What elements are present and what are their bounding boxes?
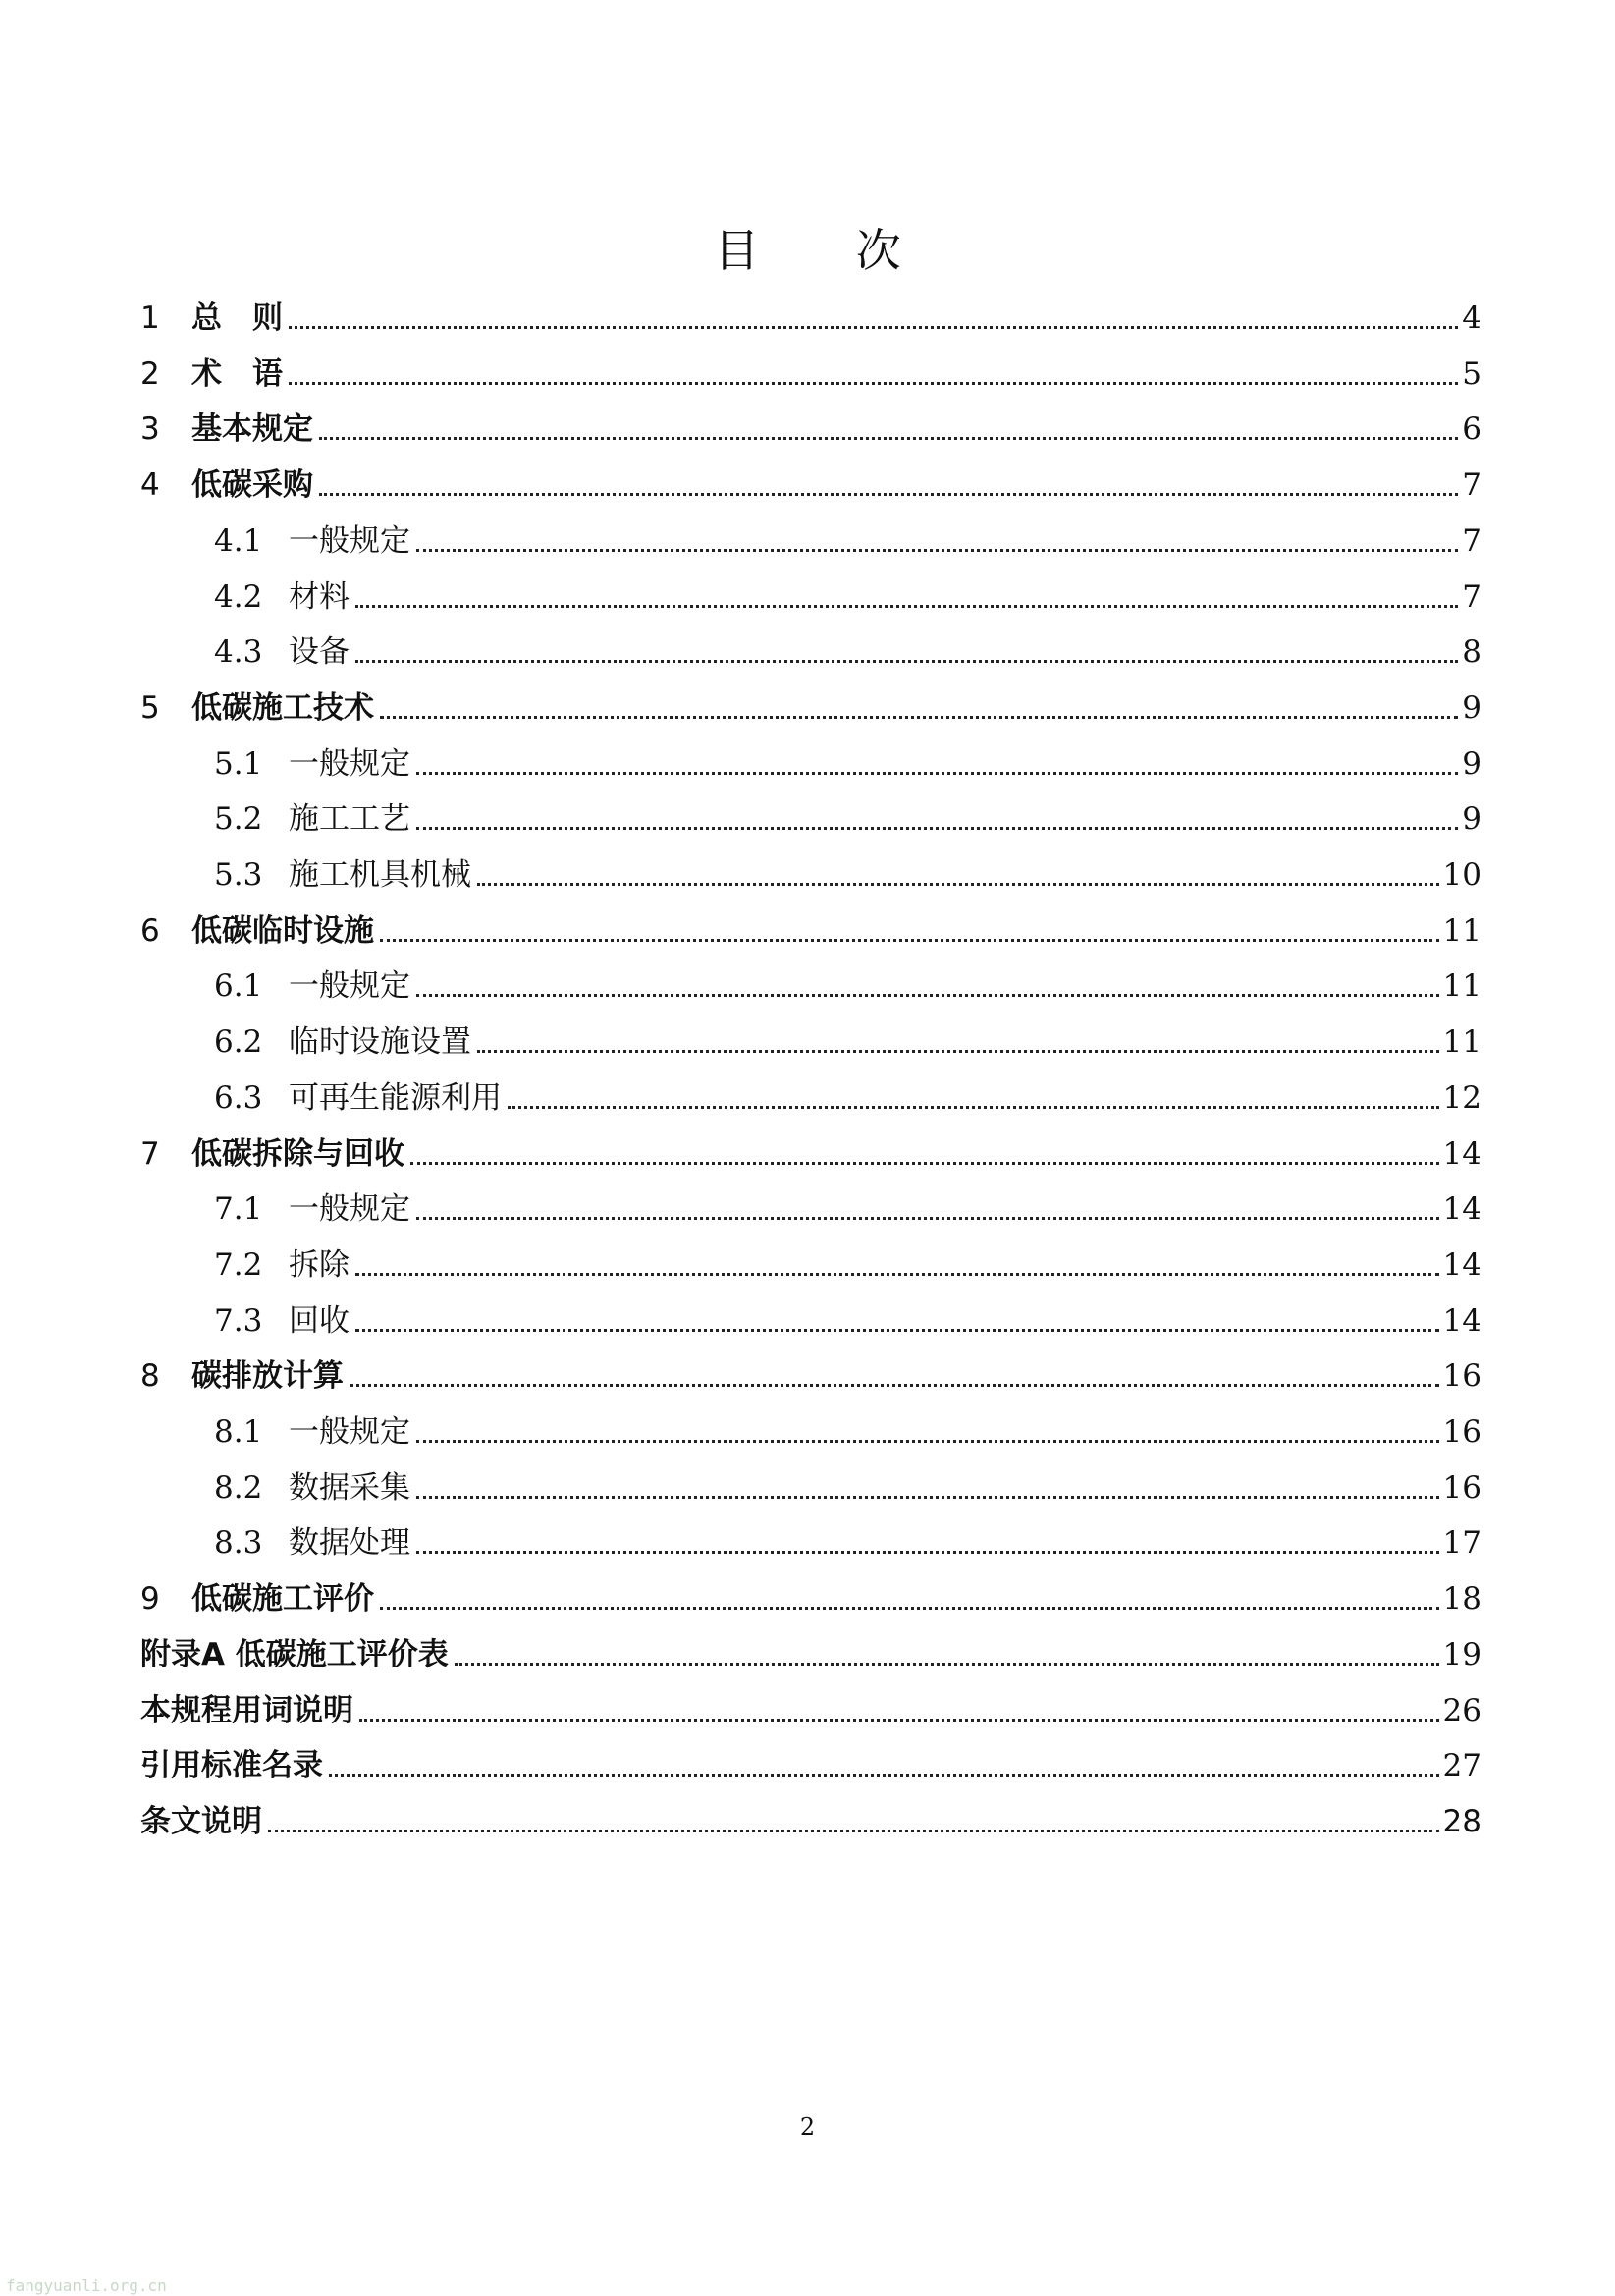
toc-entry-label: 数据处理: [289, 1525, 410, 1561]
toc-entry-page: 4: [1462, 301, 1481, 336]
dot-leader: [289, 325, 1458, 329]
toc-entry[interactable]: [140, 1675, 1481, 1730]
dot-leader: [329, 1773, 1439, 1777]
toc-entry-number: 4.3: [214, 634, 263, 671]
dot-leader: [416, 771, 1458, 775]
toc-entry-page: 28: [1442, 1803, 1481, 1839]
toc-entry-label: 低碳临时设施: [191, 912, 374, 949]
toc-entry-page: 14: [1442, 1135, 1481, 1172]
toc-entry-label: 引用标准名录: [140, 1748, 323, 1784]
toc-entry[interactable]: [140, 1786, 1481, 1841]
toc-entry-label: 低碳施工评价: [191, 1581, 374, 1617]
toc-entry-label: 术 语: [191, 355, 283, 392]
toc-entry-number: 8.2: [214, 1469, 263, 1505]
toc-entry[interactable]: [214, 1063, 1481, 1118]
toc-entry-label: 一般规定: [289, 1414, 410, 1449]
toc-entry-page: 10: [1442, 857, 1481, 893]
toc-entry[interactable]: [214, 840, 1481, 895]
toc-entry-label: 低碳采购: [191, 467, 313, 504]
toc-entry-page: 17: [1442, 1525, 1481, 1561]
toc-entry-number: 7.1: [214, 1191, 263, 1228]
toc-entry-label: 基本规定: [191, 411, 313, 448]
toc-entry-number: 5.2: [214, 801, 263, 838]
toc-entry-title: [214, 1022, 471, 1062]
toc-entry-label: 低碳拆除与回收: [191, 1135, 404, 1172]
toc-entry-number: 5.3: [214, 857, 263, 893]
toc-entry[interactable]: [214, 1452, 1481, 1507]
toc-entry-number: 4: [140, 467, 160, 504]
page-title: 目 次: [714, 223, 942, 277]
toc-entry-title: [140, 355, 283, 394]
toc-entry-label: 临时设施设置: [289, 1024, 471, 1061]
toc-entry-title: [214, 744, 410, 784]
dot-leader: [508, 1105, 1439, 1109]
toc-entry[interactable]: [214, 729, 1481, 784]
toc-entry-number: 6.1: [214, 968, 263, 1005]
toc-entry-label: 施工机具机械: [289, 857, 471, 893]
toc-entry-page: 8: [1462, 634, 1481, 671]
dot-leader: [319, 436, 1458, 440]
toc-entry-number: 8.3: [214, 1525, 263, 1561]
toc-entry-title: [214, 966, 410, 1006]
toc-entry-title: [140, 410, 313, 449]
toc-entry-label: 低碳施工技术: [191, 689, 374, 726]
toc-entry-title: [140, 688, 374, 728]
dot-leader: [416, 1439, 1439, 1443]
toc-entry-page: 11: [1442, 1024, 1481, 1061]
dot-leader: [380, 1606, 1439, 1610]
toc-entry-page: 9: [1462, 801, 1481, 838]
toc-entry-number: 8.1: [214, 1414, 263, 1449]
toc-entry-page: 14: [1442, 1302, 1481, 1339]
dot-leader: [455, 1662, 1439, 1666]
toc-entry-title: [140, 1691, 353, 1730]
toc-entry-page: 9: [1462, 745, 1481, 782]
toc-entry-label: 碳排放计算: [191, 1358, 344, 1394]
toc-entry-title: [214, 1468, 410, 1507]
dot-leader: [355, 1272, 1439, 1276]
toc-entry-title: [214, 1078, 502, 1118]
toc-entry-page: 7: [1462, 522, 1481, 559]
dot-leader: [416, 1216, 1439, 1220]
toc-entry-page: 12: [1442, 1079, 1481, 1116]
toc-entry-page: 16: [1442, 1414, 1481, 1449]
dot-leader: [289, 381, 1458, 385]
toc-entry[interactable]: [140, 1340, 1481, 1395]
dot-leader: [416, 548, 1458, 552]
toc-entry-number: 3: [140, 411, 160, 448]
toc-entry-label: 施工工艺: [289, 801, 410, 838]
dot-leader: [410, 1161, 1439, 1165]
toc-entry[interactable]: [140, 450, 1481, 505]
toc-entry[interactable]: [214, 784, 1481, 839]
toc-entry-title: [140, 1746, 323, 1785]
dot-leader: [359, 1718, 1439, 1722]
toc-entry[interactable]: [214, 562, 1481, 617]
toc-entry[interactable]: [214, 506, 1481, 561]
toc-entry-page: 7: [1462, 467, 1481, 504]
toc-entry-title: [214, 855, 471, 895]
toc-entry-number: 2: [140, 355, 160, 392]
toc-entry-title: [214, 1523, 410, 1562]
toc-entry-title: [140, 299, 283, 338]
toc-entry-label: 附录A 低碳施工评价表: [140, 1636, 449, 1672]
toc-entry[interactable]: [214, 1396, 1481, 1451]
toc-entry-page: 18: [1442, 1581, 1481, 1617]
toc-entry-page: 14: [1442, 1246, 1481, 1283]
toc-entry-label: 一般规定: [289, 522, 410, 559]
toc-entry-number: 6: [140, 912, 160, 949]
toc-entry-label: 回收: [289, 1302, 350, 1339]
page-number: 2: [799, 2113, 816, 2141]
toc-entry-label: 拆除: [289, 1246, 350, 1283]
toc-entry-number: 4.2: [214, 578, 263, 615]
toc-entry-number: 7.3: [214, 1302, 263, 1339]
toc-entry-label: 一般规定: [289, 968, 410, 1005]
toc-entry-title: [214, 1245, 350, 1285]
toc-entry[interactable]: [214, 1007, 1481, 1062]
toc-entry[interactable]: [140, 394, 1481, 449]
toc-entry-label: 总 则: [191, 301, 283, 336]
toc-entry[interactable]: [214, 1230, 1481, 1285]
toc-entry-page: 27: [1442, 1748, 1481, 1784]
toc-entry-title: [214, 521, 410, 561]
dot-leader: [355, 1328, 1439, 1332]
dot-leader: [416, 826, 1458, 830]
toc-entry-page: 11: [1442, 912, 1481, 949]
toc-entry-number: 8: [140, 1358, 160, 1394]
toc-entry[interactable]: [214, 1285, 1481, 1340]
toc-entry-label: 数据采集: [289, 1469, 410, 1505]
dot-leader: [355, 659, 1458, 663]
toc-entry-page: 19: [1442, 1636, 1481, 1672]
dot-leader: [319, 492, 1458, 496]
toc-entry[interactable]: [140, 673, 1481, 728]
watermark: fangyuanli.org.cn: [6, 2276, 167, 2295]
toc-entry-page: 11: [1442, 968, 1481, 1005]
toc-entry[interactable]: [140, 339, 1481, 394]
toc-entry-title: [214, 577, 350, 617]
toc-entry-label: 一般规定: [289, 745, 410, 782]
toc-entry-page: 16: [1442, 1358, 1481, 1394]
toc-entry-title: [140, 1802, 262, 1841]
dot-leader: [380, 938, 1439, 942]
toc-entry-number: 7.2: [214, 1246, 263, 1283]
toc-entry-number: 4.1: [214, 522, 263, 559]
toc-entry-page: 9: [1462, 689, 1481, 726]
toc-entry-title: [140, 1579, 374, 1618]
dot-leader: [477, 882, 1439, 886]
toc-entry-page: 16: [1442, 1469, 1481, 1505]
toc-entry-number: 7: [140, 1135, 160, 1172]
toc-entry-title: [140, 911, 374, 951]
toc-entry-label: 可再生能源利用: [289, 1079, 502, 1116]
toc-entry-title: [140, 1134, 404, 1174]
toc-entry[interactable]: [140, 1563, 1481, 1618]
dot-leader: [416, 1495, 1439, 1499]
toc-entry-number: 5: [140, 689, 160, 726]
toc-entry-number: 6.3: [214, 1079, 263, 1116]
toc-entry-page: 6: [1462, 411, 1481, 448]
toc-entry-title: [140, 1635, 449, 1674]
toc-entry-label: 设备: [289, 634, 350, 671]
toc-entry-title: [140, 1356, 344, 1395]
toc-entry-page: 14: [1442, 1191, 1481, 1228]
toc-entry-label: 本规程用词说明: [140, 1692, 353, 1728]
toc-entry[interactable]: [214, 951, 1481, 1006]
toc-entry-title: [214, 632, 350, 672]
toc-entry-title: [214, 1412, 410, 1451]
toc-entry[interactable]: [140, 283, 1481, 338]
toc-entry-label: 材料: [289, 578, 350, 615]
dot-leader: [350, 1383, 1439, 1387]
dot-leader: [416, 1550, 1439, 1554]
dot-leader: [355, 604, 1458, 608]
dot-leader: [268, 1829, 1439, 1832]
toc-entry-page: 5: [1462, 355, 1481, 392]
toc-entry-number: 5.1: [214, 745, 263, 782]
toc-entry-title: [214, 799, 410, 839]
toc-entry[interactable]: [214, 1507, 1481, 1562]
toc-entry[interactable]: [140, 1730, 1481, 1785]
toc-entry-title: [140, 465, 313, 505]
toc-entry[interactable]: [140, 1619, 1481, 1674]
toc-entry-number: 6.2: [214, 1024, 263, 1061]
toc-entry[interactable]: [140, 896, 1481, 951]
toc-entry-title: [214, 1301, 350, 1340]
toc-entry-title: [214, 1189, 410, 1229]
dot-leader: [477, 1049, 1439, 1053]
toc-entry[interactable]: [214, 617, 1481, 672]
toc-entry[interactable]: [140, 1119, 1481, 1174]
toc-entry-page: 7: [1462, 578, 1481, 615]
dot-leader: [380, 715, 1458, 719]
toc-entry-number: 1: [140, 301, 160, 336]
toc-entry-label: 条文说明: [140, 1803, 262, 1839]
toc-entry-number: 9: [140, 1581, 160, 1617]
dot-leader: [416, 993, 1439, 997]
toc-entry[interactable]: [214, 1174, 1481, 1229]
toc-entry-label: 一般规定: [289, 1191, 410, 1228]
toc-entry-page: 26: [1442, 1692, 1481, 1728]
